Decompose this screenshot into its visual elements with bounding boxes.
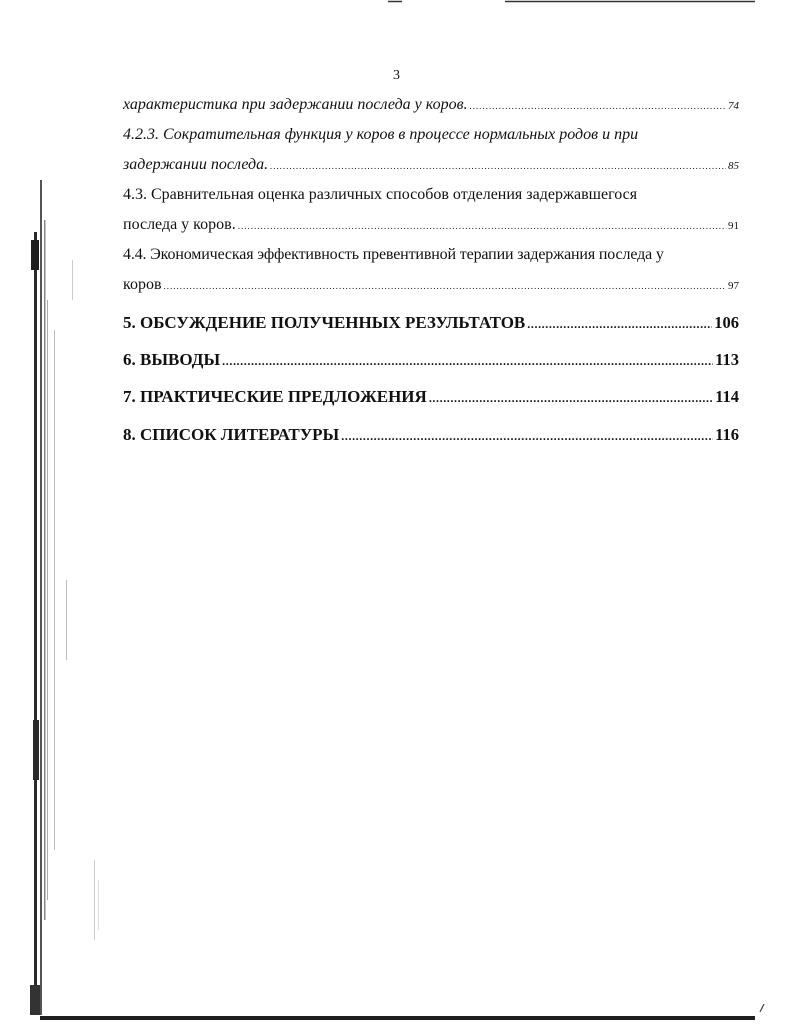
toc-entry-7-practical-proposals[interactable] bbox=[123, 387, 739, 407]
toc-page-number: 106 bbox=[714, 313, 739, 332]
bottom-edge-mark bbox=[40, 1016, 755, 1020]
toc-entry-4-4-line1[interactable] bbox=[123, 246, 739, 264]
toc-entry-text: 4.3. Сравнительная оценка различных способов отделения задержавшегося bbox=[123, 186, 638, 203]
toc-leader-dots bbox=[341, 429, 713, 444]
toc-entry-4-2-3-line1[interactable] bbox=[123, 126, 739, 144]
toc-entry-text: 8. СПИСОК ЛИТЕРАТУРЫ bbox=[123, 425, 340, 444]
toc-page-number: 116 bbox=[715, 425, 739, 444]
toc-leader-dots bbox=[164, 281, 726, 291]
toc-page-number: 85 bbox=[728, 160, 739, 172]
toc-page-number: 91 bbox=[728, 220, 739, 232]
toc-entry-6-conclusions[interactable] bbox=[123, 350, 739, 370]
toc-entry-4-3-line2[interactable] bbox=[123, 216, 739, 234]
toc-leader-dots bbox=[470, 101, 726, 111]
toc-entry-text: коров bbox=[123, 276, 162, 293]
toc-page-number: 97 bbox=[728, 280, 739, 292]
corner-mark bbox=[760, 1004, 764, 1012]
toc-leader-dots bbox=[429, 391, 713, 406]
toc-leader-dots bbox=[527, 317, 712, 332]
toc-entry-text: последа у коров. bbox=[123, 216, 236, 233]
left-binding-marks bbox=[30, 180, 99, 1015]
toc-page-number: 113 bbox=[715, 350, 739, 369]
toc-leader-dots bbox=[222, 354, 713, 369]
toc-entry-text: 4.4. Экономическая эффективность превентивной терапии задержания последа у bbox=[123, 246, 664, 263]
toc-entry-text: 7. ПРАКТИЧЕСКИЕ ПРЕДЛОЖЕНИЯ bbox=[123, 387, 427, 406]
toc-entry-text: 5. ОБСУЖДЕНИЕ ПОЛУЧЕННЫХ РЕЗУЛЬТАТОВ bbox=[123, 313, 526, 332]
toc-entry-text: 4.2.3. Сократительная функция у коров в процессе нормальных родов и при bbox=[123, 126, 639, 143]
toc-entry-4-2-3-line2[interactable] bbox=[123, 156, 739, 174]
toc-page-number: 74 bbox=[728, 100, 739, 112]
toc-entry-4-3-line1[interactable] bbox=[123, 186, 739, 204]
toc-leader-dots bbox=[238, 221, 726, 231]
toc-page-number: 114 bbox=[715, 387, 739, 406]
toc-entry-text: характеристика при задержании последа у коров. bbox=[123, 96, 468, 113]
toc-entry-5-discussion[interactable] bbox=[123, 313, 739, 333]
toc-entry-8-references[interactable] bbox=[123, 425, 739, 445]
toc-leader-dots bbox=[270, 161, 726, 171]
toc-entry-text: задержании последа. bbox=[123, 156, 269, 173]
page-number: 3 bbox=[393, 68, 400, 83]
toc-entry-4-4-line2[interactable] bbox=[123, 276, 739, 294]
toc-entry-characteristics[interactable] bbox=[123, 96, 739, 114]
toc-entry-text: 6. ВЫВОДЫ bbox=[123, 350, 221, 369]
